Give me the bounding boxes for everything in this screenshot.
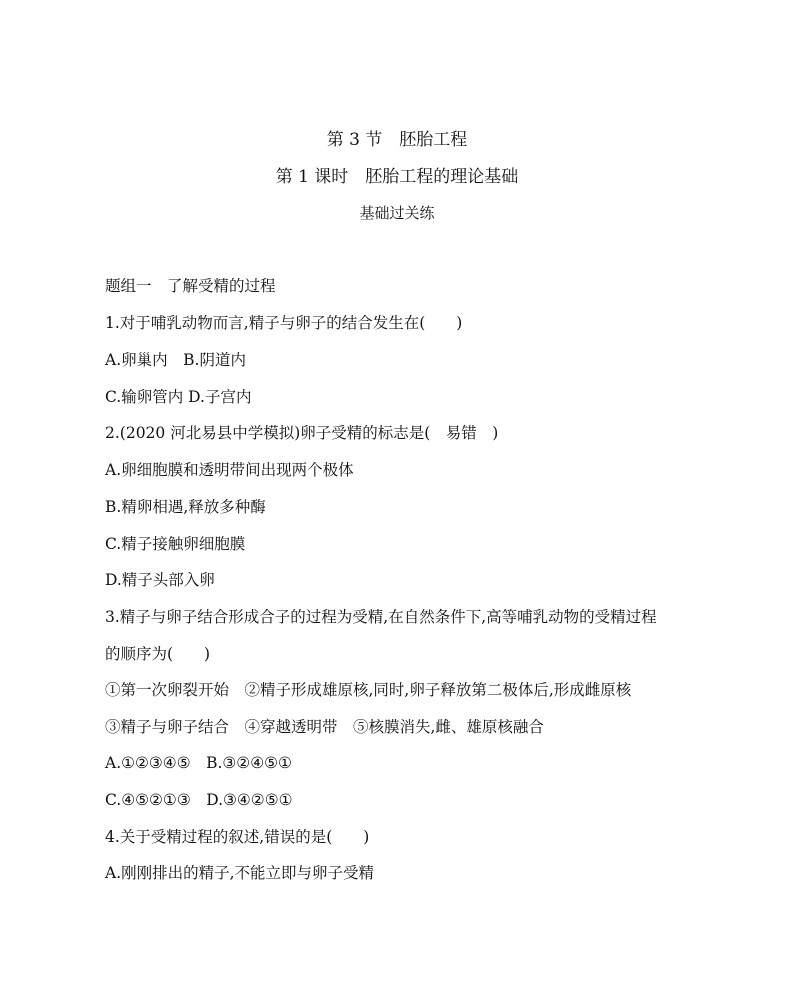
lesson-title: 第 1 课时 胚胎工程的理论基础 [275, 167, 519, 187]
practice-subtitle: 基础过关练 [359, 204, 435, 222]
question-2-option-c: C.精子接触卵细胞膜 [105, 535, 246, 553]
question-1-options-cd: C.输卵管内 D.子宫内 [105, 388, 252, 406]
question-2-option-d: D.精子头部入卵 [105, 571, 215, 589]
question-2-option-a: A.卵细胞膜和透明带间出现两个极体 [105, 461, 354, 479]
question-1-options-ab: A.卵巢内 B.阴道内 [105, 351, 246, 369]
question-3-stem-cont: 的顺序为( ) [105, 645, 211, 663]
question-1-stem: 1.对于哺乳动物而言,精子与卵子的结合发生在( ) [105, 314, 463, 332]
question-3-steps-line1: ①第一次卵裂开始 ②精子形成雄原核,同时,卵子释放第二极体后,形成雌原核 [105, 681, 632, 699]
question-3-options-cd: C.④⑤②①③ D.③④②⑤① [105, 791, 293, 809]
question-3-steps-line2: ③精子与卵子结合 ④穿越透明带 ⑤核膜消失,雌、雄原核融合 [105, 718, 544, 736]
question-3-options-ab: A.①②③④⑤ B.③②④⑤① [105, 754, 292, 772]
section-title: 第 3 节 胚胎工程 [326, 130, 468, 150]
question-group-heading: 题组一 了解受精的过程 [105, 277, 276, 295]
question-2-option-b: B.精卵相遇,释放多种酶 [105, 498, 266, 516]
question-2-stem: 2.(2020 河北易县中学模拟)卵子受精的标志是( 易错 ) [105, 424, 499, 442]
question-3-stem: 3.精子与卵子结合形成合子的过程为受精,在自然条件下,高等哺乳动物的受精过程 [105, 608, 657, 626]
question-4-option-a: A.刚刚排出的精子,不能立即与卵子受精 [105, 864, 375, 882]
question-4-stem: 4.关于受精过程的叙述,错误的是( ) [105, 828, 370, 846]
